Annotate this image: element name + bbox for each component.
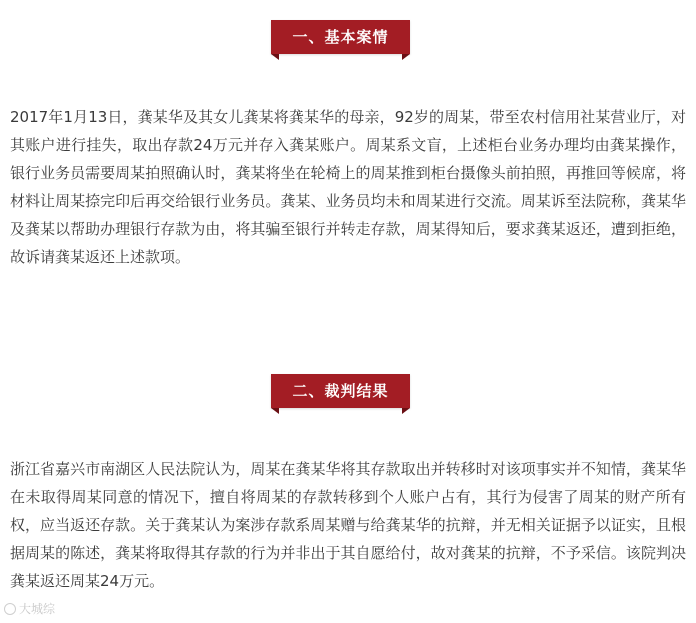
banner-fold-right xyxy=(402,408,410,414)
section-title-banner: 二、裁判结果 xyxy=(271,374,410,408)
section-heading xyxy=(0,8,696,60)
logo-icon xyxy=(4,603,16,615)
case-facts-paragraph: 2017年1月13日，龚某华及其女儿龚某将龚某华的母亲，92岁的周某，带至农村信用社某营业厅，对其账户进行挂失，取出存款24万元并存入龚某账户。周某系文盲，上述柜台业务办理均由龚某操作，银行业务员需要周某拍照确认时，龚某将坐在轮椅上的周某推到柜台摄像头前拍照，再推回等候席，将材料让周某捺完印后再交给银行业务员。龚某、业务员均未和周某进行交流。周某诉至法院称，龚某华及龚某以帮助办理银行存款为由，将其骗至银行并转走存款，周某得知后，要求龚某返还，遭到拒绝，故诉请龚某返还上述款项。 xyxy=(10,108,686,266)
judgment-paragraph: 浙江省嘉兴市南湖区人民法院认为，周某在龚某华将其存款取出并转移时对该项事实并不知情，龚某华在未取得周某同意的情况下，擅自将周某的存款转移到个人账户占有，其行为侵害了周某的财产所有权，应当返还存款。关于龚某认为案涉存款系周某赠与给龚某华的抗辩，并无相关证据予以证实，且根据周某的陈述，龚某将取得其存款的行为并非出于其自愿给付，故对龚某的抗辩，不予采信。该院判决龚某返还周某24万元。 xyxy=(10,460,686,590)
watermark xyxy=(4,600,55,617)
section-judgment xyxy=(0,362,696,414)
banner-fold-left xyxy=(271,54,279,60)
watermark-text: 大城综 xyxy=(19,602,56,616)
section-basic-facts xyxy=(0,8,696,60)
banner-fold-left xyxy=(271,408,279,414)
section-heading xyxy=(0,362,696,414)
section-title-banner: 一、基本案情 xyxy=(271,20,410,54)
banner-fold-right xyxy=(402,54,410,60)
